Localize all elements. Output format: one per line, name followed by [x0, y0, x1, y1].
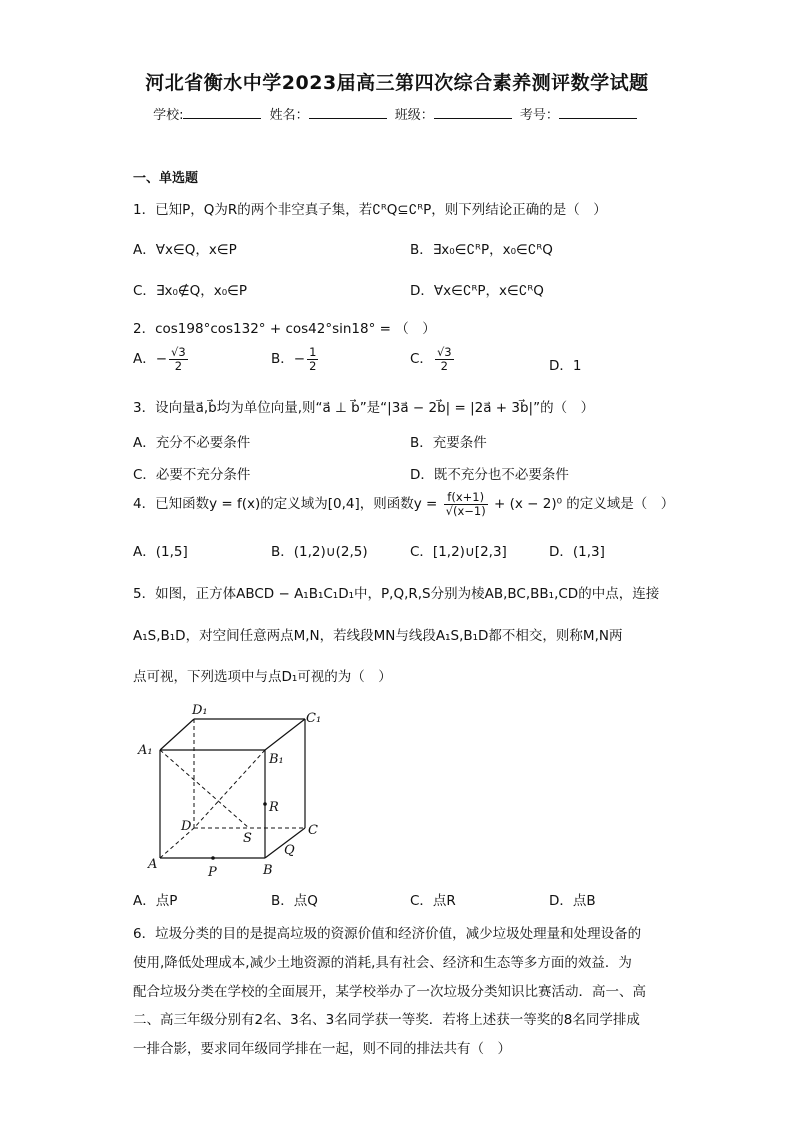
label-q: Q	[284, 843, 295, 858]
q3-stem: 3．设向量a⃗,b⃗均为单位向量,则“a⃗ ⊥ b⃗”是“|3a⃗ − 2b⃗| = |2a⃗ + 3b⃗|”的（ ）	[133, 400, 595, 416]
point-p	[211, 856, 215, 860]
edge-a1d1	[160, 719, 194, 750]
q2-c-den: 2	[440, 358, 448, 373]
q6-stem-line3: 配合垃圾分类在学校的全面展开，某学校举办了一次垃圾分类知识比赛活动．高一、高	[133, 984, 646, 1000]
q4-stem-post: + (x − 2)⁰ 的定义域是（ ）	[494, 496, 675, 513]
q2-a-fraction	[169, 346, 188, 372]
label-c: C	[308, 823, 318, 838]
q6-stem-line2: 使用,降低处理成本,减少土地资源的消耗,具有社会、经济和生态等多方面的效益．为	[133, 955, 632, 971]
q1-option-c[interactable]: C．∃x₀∉Q，x₀∈P	[133, 283, 248, 299]
q6-stem-line5: 一排合影，要求同年级同学排在一起，则不同的排法共有（ ）	[133, 1041, 511, 1057]
q1-option-a[interactable]: A．∀x∈Q，x∈P	[133, 242, 237, 258]
q2-b-num: 1	[309, 345, 317, 359]
q2-a-den: 2	[174, 358, 183, 373]
q4-stem-pre: 4．已知函数y = f(x)的定义域为[0,4]，则函数y =	[133, 496, 438, 513]
point-r	[263, 802, 267, 806]
q2-c-prefix: C．	[410, 351, 433, 368]
edge-b1c1	[265, 719, 305, 750]
q1-stem: 1．已知P，Q为R的两个非空真子集，若∁ᴿQ⊆∁ᴿP，则下列结论正确的是（ ）	[133, 202, 607, 218]
label-b: B	[263, 863, 273, 878]
label-a: A	[148, 857, 158, 872]
class-label: 班级：	[394, 108, 434, 123]
q2-option-a[interactable]	[133, 346, 190, 372]
q3-option-b[interactable]: B．充要条件	[410, 435, 487, 451]
q4-option-b[interactable]: B．(1,2)∪(2,5)	[271, 544, 368, 560]
q5-option-b[interactable]: B．点Q	[271, 893, 318, 909]
q4-fraction	[444, 491, 488, 517]
q2-option-b[interactable]	[271, 346, 320, 372]
q3-option-c[interactable]: C．必要不充分条件	[133, 467, 251, 483]
q2-b-prefix: B．−	[271, 351, 306, 368]
q6-stem-line4: 二、高三年级分别有2名、3名、3名同学获一等奖．若将上述获一等奖的8名同学排成	[133, 1012, 640, 1028]
q4-option-c[interactable]: C．[1,2)∪[2,3]	[410, 544, 507, 560]
q5-option-d[interactable]: D．点B	[549, 893, 596, 909]
label-c1: C₁	[306, 711, 322, 726]
q2-a-num: √3	[171, 345, 186, 359]
q6-stem-line1: 6．垃圾分类的目的是提高垃圾的资源价值和经济价值，减少垃圾处理量和处理设备的	[133, 926, 642, 942]
school-label: 学校:	[153, 108, 184, 123]
q1-option-b[interactable]: B．∃x₀∈∁ᴿP，x₀∈∁ᴿQ	[410, 242, 553, 258]
q4-option-d[interactable]: D．(1,3]	[549, 544, 605, 560]
q5-stem-line3: 点可视，下列选项中与点D₁可视的为（ ）	[133, 669, 392, 685]
section-heading: 一、单选题	[133, 171, 199, 186]
segment-a1s	[160, 750, 249, 828]
label-d1: D₁	[192, 703, 208, 718]
q4-frac-den: √(x−1)	[445, 503, 486, 518]
exam-number-blank[interactable]	[559, 106, 637, 119]
q4-option-a[interactable]: A．(1,5]	[133, 544, 188, 560]
q2-b-fraction	[307, 346, 318, 372]
label-r: R	[269, 800, 279, 815]
exam-number-label: 考号：	[519, 108, 559, 123]
q5-option-a[interactable]: A．点P	[133, 893, 178, 909]
class-blank[interactable]	[434, 106, 512, 119]
q2-option-d[interactable]: D．1	[549, 358, 582, 374]
q2-option-c[interactable]	[410, 346, 456, 372]
label-b1: B₁	[269, 752, 284, 767]
school-blank[interactable]	[183, 106, 261, 119]
q2-c-fraction	[435, 346, 454, 372]
q2-stem: 2．cos198°cos132° + cos42°sin18° = （ ）	[133, 321, 436, 337]
q1-option-d[interactable]: D．∀x∈∁ᴿP，x∈∁ᴿQ	[410, 283, 544, 299]
label-a1: A₁	[138, 743, 153, 758]
q2-b-den: 2	[309, 358, 317, 373]
q5-option-c[interactable]: C．点R	[410, 893, 456, 909]
name-blank[interactable]	[309, 106, 387, 119]
q5-stem-line2: A₁S,B₁D，对空间任意两点M,N，若线段MN与线段A₁S,B₁D都不相交，则称M,N两	[133, 628, 623, 644]
q4-frac-num: f(x+1)	[444, 491, 488, 505]
cube-figure	[132, 700, 332, 880]
label-p: P	[208, 865, 217, 880]
name-label: 姓名：	[269, 108, 309, 123]
student-info-row	[0, 104, 794, 123]
q3-option-d[interactable]: D．既不充分也不必要条件	[410, 467, 569, 483]
q5-stem-line1: 5．如图，正方体ABCD − A₁B₁C₁D₁中，P,Q,R,S分别为棱AB,BC,BB₁,CD的中点，连接	[133, 586, 660, 602]
exam-title: 河北省衡水中学2023届高三第四次综合素养测评数学试题	[145, 72, 649, 94]
q2-a-prefix: A．−	[133, 351, 168, 368]
label-s: S	[243, 831, 252, 846]
q3-option-a[interactable]: A．充分不必要条件	[133, 435, 251, 451]
q2-c-num: √3	[436, 345, 452, 359]
label-d: D	[181, 819, 192, 834]
q4-stem	[133, 491, 674, 517]
